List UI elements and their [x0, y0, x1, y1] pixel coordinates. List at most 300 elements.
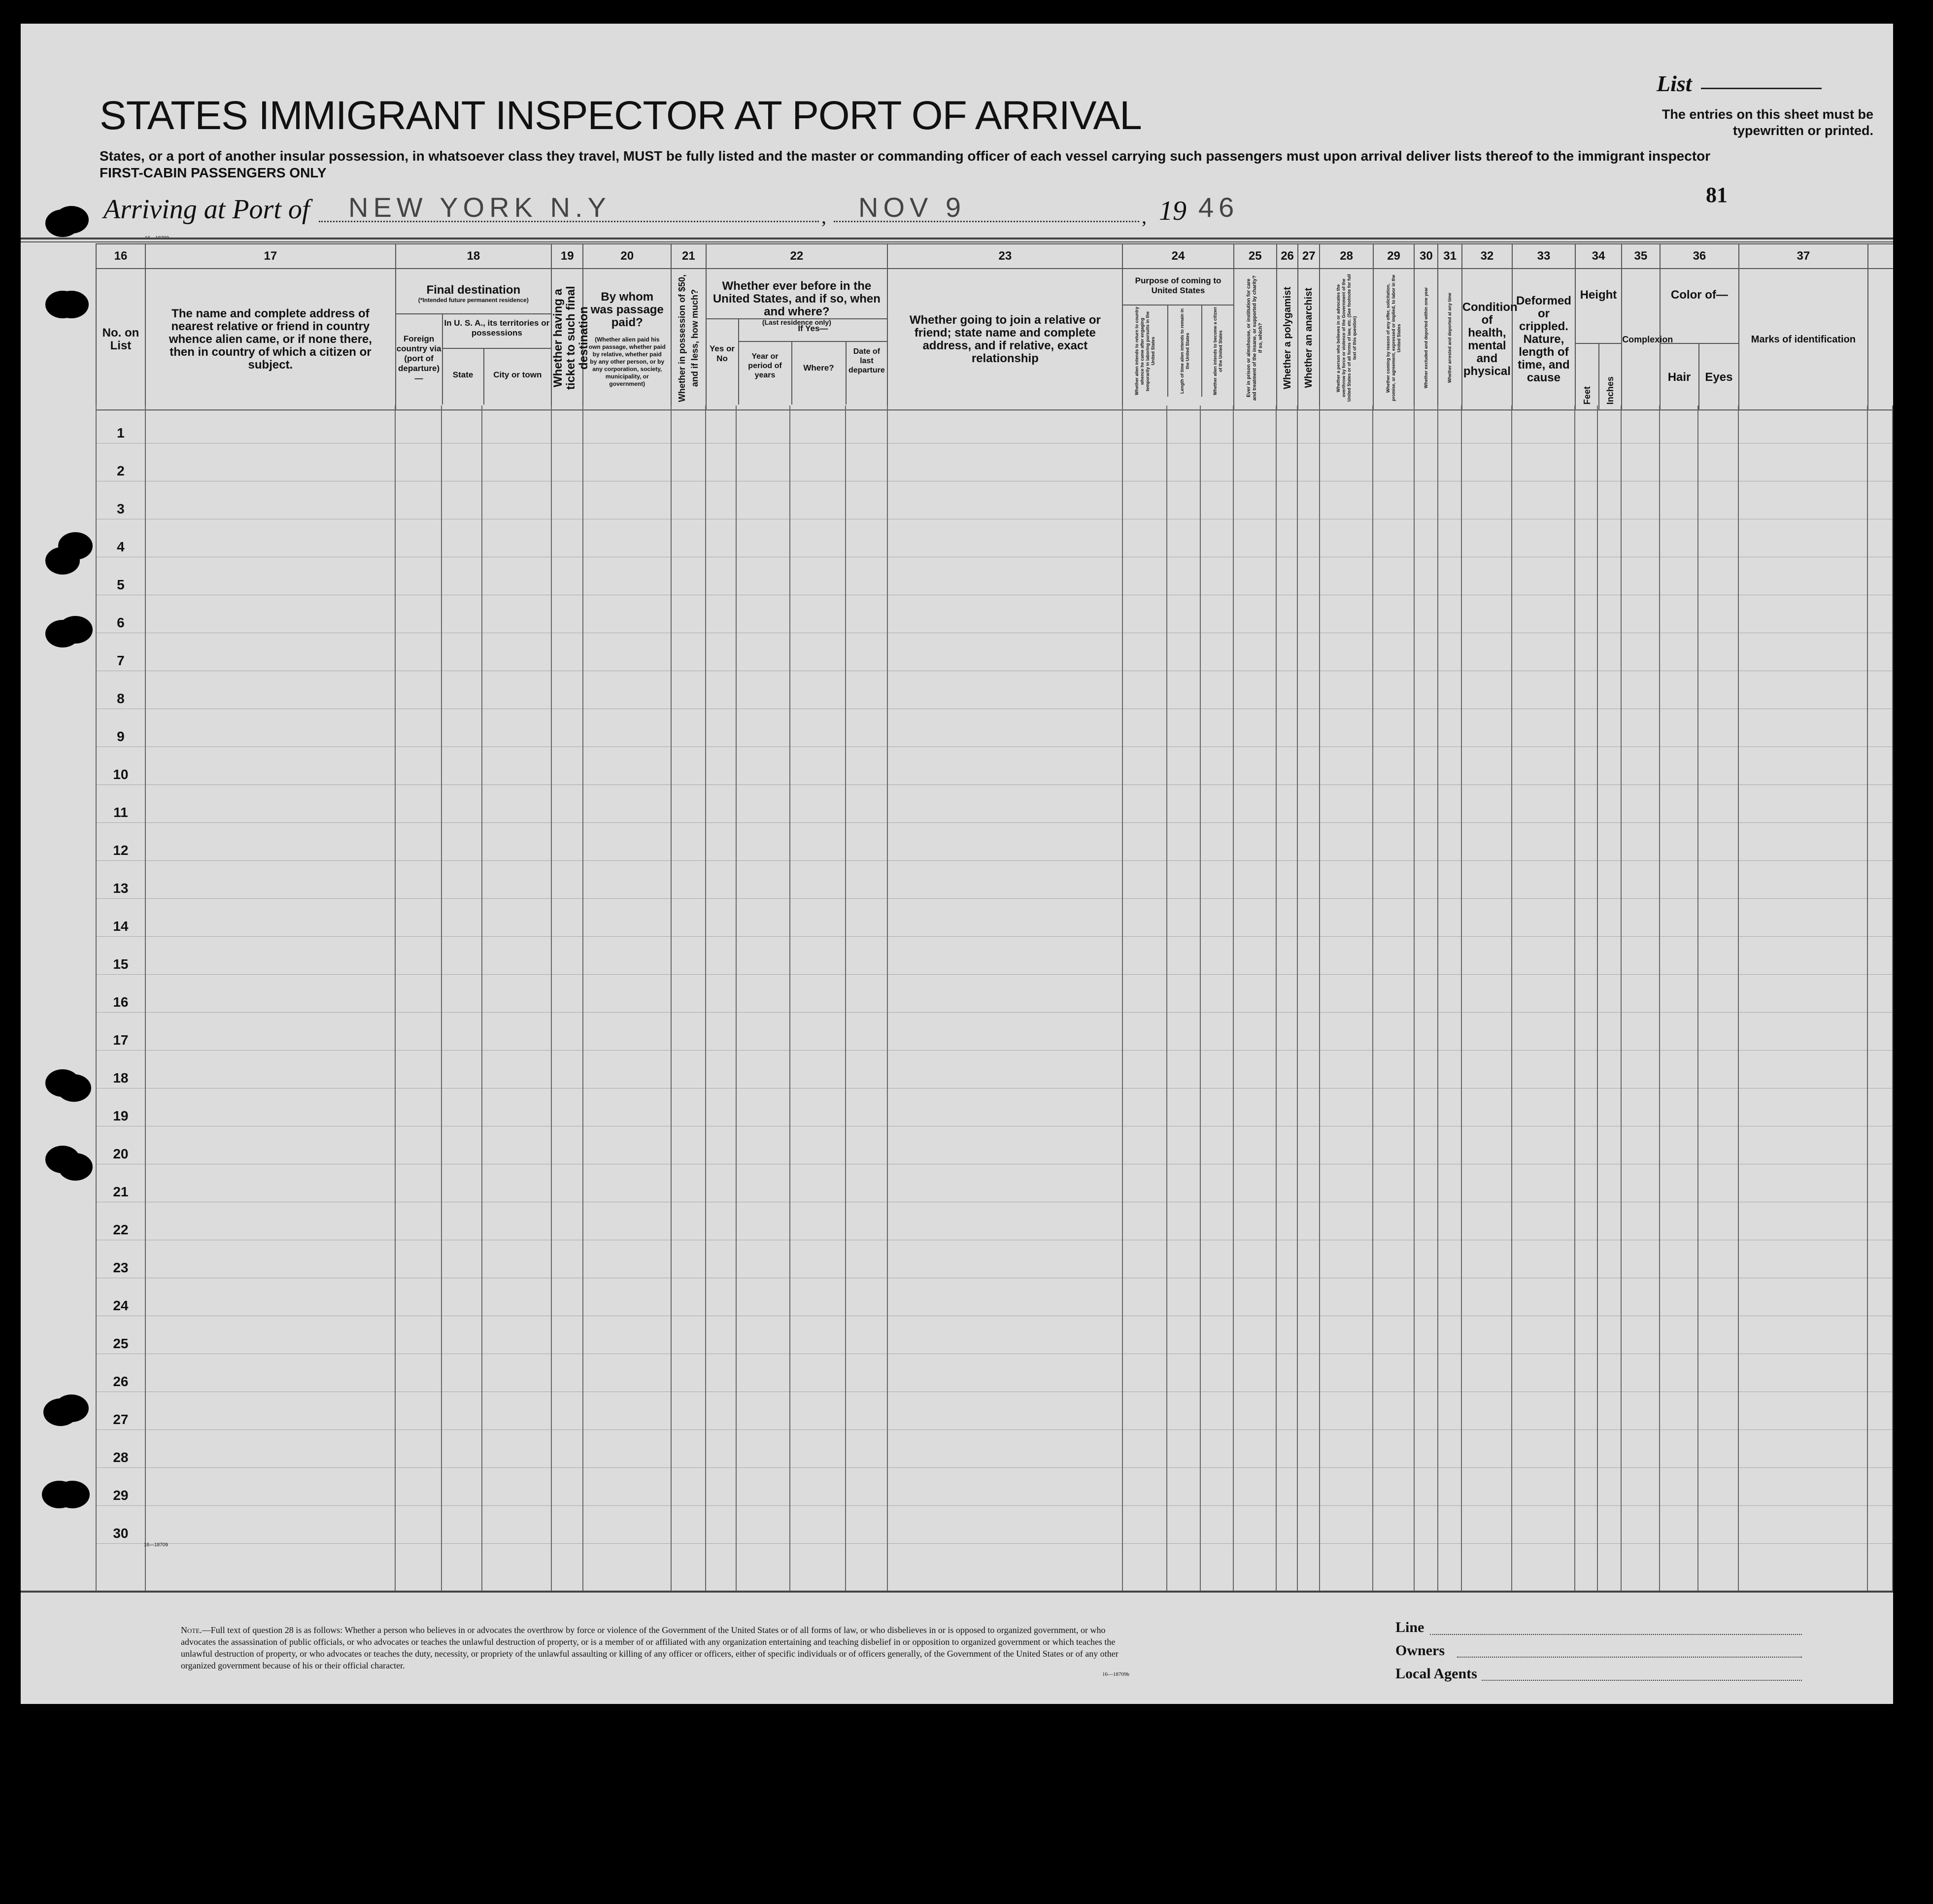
col-24-return: Whether alien intends to return to country whence he came after engaging temporarily in laboring pursuits in the United States	[1134, 306, 1156, 396]
table-cell	[1597, 1316, 1621, 1354]
table-cell	[145, 1164, 395, 1202]
punch-hole	[54, 206, 89, 234]
row-number: 10	[96, 747, 145, 785]
table-cell	[583, 899, 671, 937]
table-cell	[706, 1506, 736, 1544]
col-22-yes-no: Yes or No	[707, 318, 739, 405]
table-cell	[736, 481, 789, 519]
table-cell	[1438, 1164, 1461, 1202]
table-cell	[1597, 937, 1621, 975]
table-cell	[1461, 1354, 1512, 1392]
table-cell	[1438, 709, 1461, 747]
table-cell	[1233, 1468, 1276, 1506]
table-cell	[706, 1088, 736, 1126]
table-cell	[1738, 1088, 1867, 1126]
table-cell	[1621, 1051, 1659, 1088]
table-cell	[671, 1088, 706, 1126]
table-cell	[1597, 709, 1621, 747]
table-cell	[1461, 1126, 1512, 1164]
table-cell	[145, 785, 395, 823]
table-cell	[1414, 709, 1438, 747]
table-cell	[1320, 1392, 1373, 1430]
table-cell	[583, 1544, 671, 1592]
local-agents-label: Local Agents	[1395, 1666, 1477, 1682]
table-cell	[1320, 975, 1373, 1013]
table-cell	[1200, 899, 1233, 937]
table-cell	[1414, 1051, 1438, 1088]
table-cell	[1461, 747, 1512, 785]
table-cell	[1233, 1126, 1276, 1164]
table-cell	[1276, 1088, 1297, 1126]
table-cell	[1597, 671, 1621, 709]
table-cell	[1738, 1506, 1867, 1544]
table-cell	[706, 557, 736, 595]
table-cell	[1167, 1544, 1200, 1592]
table-cell	[790, 519, 846, 557]
table-cell	[1512, 937, 1575, 975]
table-cell	[1276, 785, 1297, 823]
table-cell	[145, 1506, 395, 1544]
table-cell	[706, 823, 736, 861]
table-cell	[1512, 1126, 1575, 1164]
table-cell	[1233, 1506, 1276, 1544]
table-cell	[551, 899, 583, 937]
table-cell	[846, 1126, 887, 1164]
table-cell	[1512, 1544, 1575, 1592]
table-cell	[1373, 1430, 1414, 1468]
table-cell	[1512, 1316, 1575, 1354]
table-cell	[1575, 481, 1597, 519]
table-cell	[551, 1544, 583, 1592]
table-cell	[1461, 1544, 1512, 1592]
table-cell	[395, 1544, 441, 1592]
table-cell	[583, 1468, 671, 1506]
table-cell	[1575, 1126, 1597, 1164]
table-row	[21, 1240, 1893, 1278]
table-cell	[671, 443, 706, 481]
table-cell	[1438, 937, 1461, 975]
table-cell	[1660, 633, 1698, 671]
row-number: 24	[96, 1278, 145, 1316]
table-cell	[1414, 1354, 1438, 1392]
table-cell	[1414, 1088, 1438, 1126]
table-row	[21, 1088, 1893, 1126]
table-cell	[671, 1544, 706, 1592]
table-cell	[482, 557, 551, 595]
table-cell	[145, 1240, 395, 1278]
table-cell	[583, 937, 671, 975]
table-cell	[1597, 481, 1621, 519]
table-cell	[736, 443, 789, 481]
col-16-header: No. on List	[96, 269, 145, 410]
table-cell	[1597, 1126, 1621, 1164]
table-cell	[1867, 557, 1893, 595]
table-cell	[1698, 1126, 1738, 1164]
table-cell	[441, 975, 482, 1013]
table-cell	[887, 1354, 1122, 1392]
table-cell	[671, 823, 706, 861]
table-cell	[1320, 633, 1373, 671]
table-cell	[551, 823, 583, 861]
table-cell	[1438, 747, 1461, 785]
table-cell	[1373, 1126, 1414, 1164]
table-cell	[1320, 1430, 1373, 1468]
table-cell	[1597, 1468, 1621, 1506]
table-cell	[1698, 785, 1738, 823]
table-row	[21, 443, 1893, 481]
table-cell	[1167, 1392, 1200, 1430]
table-cell	[1738, 595, 1867, 633]
table-cell	[1414, 899, 1438, 937]
table-cell	[1414, 1126, 1438, 1164]
table-cell	[671, 1430, 706, 1468]
table-cell	[1461, 406, 1512, 443]
table-cell	[887, 747, 1122, 785]
table-cell	[1621, 519, 1659, 557]
table-cell	[1438, 861, 1461, 899]
table-cell	[846, 671, 887, 709]
col-21-header: Whether in possession of $50, and if less, how much?	[677, 273, 700, 402]
table-cell	[21, 443, 96, 481]
col-27-number: 27	[1298, 244, 1320, 269]
table-cell	[1698, 861, 1738, 899]
table-cell	[1122, 975, 1167, 1013]
table-cell	[671, 633, 706, 671]
row-number: 22	[96, 1202, 145, 1240]
table-cell	[583, 671, 671, 709]
table-cell	[790, 595, 846, 633]
table-cell	[1122, 1468, 1167, 1506]
table-cell	[441, 1316, 482, 1354]
table-cell	[887, 1392, 1122, 1430]
col-22-note: (Last residence only)	[762, 318, 831, 326]
table-cell	[551, 861, 583, 899]
table-cell	[1373, 709, 1414, 747]
table-cell	[887, 1278, 1122, 1316]
table-cell	[21, 1544, 96, 1592]
table-cell	[482, 1430, 551, 1468]
table-cell	[1621, 1506, 1659, 1544]
table-cell	[1276, 709, 1297, 747]
table-cell	[1373, 1506, 1414, 1544]
table-cell	[1660, 1164, 1698, 1202]
table-cell	[790, 1506, 846, 1544]
col-26-number: 26	[1277, 244, 1298, 269]
table-cell	[395, 823, 441, 861]
table-cell	[1698, 937, 1738, 975]
table-cell	[1698, 1088, 1738, 1126]
table-cell	[1575, 1013, 1597, 1051]
col-25-number: 25	[1234, 244, 1277, 269]
table-cell	[1738, 747, 1867, 785]
table-cell	[551, 1392, 583, 1430]
table-cell	[1373, 937, 1414, 975]
table-cell	[21, 1278, 96, 1316]
table-cell	[1597, 633, 1621, 671]
table-cell	[1167, 785, 1200, 823]
table-cell	[1320, 1316, 1373, 1354]
table-row	[21, 1051, 1893, 1088]
table-cell	[1621, 406, 1659, 443]
table-cell	[1122, 937, 1167, 975]
table-cell	[1597, 899, 1621, 937]
table-cell	[1200, 519, 1233, 557]
table-cell	[1575, 1544, 1597, 1592]
table-cell	[1738, 861, 1867, 899]
table-cell	[1621, 1278, 1659, 1316]
table-cell	[1167, 1051, 1200, 1088]
col-31-header: Whether arrested and deported at any time	[1447, 292, 1453, 383]
table-cell	[551, 1088, 583, 1126]
table-cell	[736, 823, 789, 861]
table-cell	[671, 709, 706, 747]
table-cell	[671, 899, 706, 937]
col-19-number: 19	[551, 244, 583, 269]
table-cell	[1867, 1468, 1893, 1506]
row-number: 9	[96, 709, 145, 747]
table-cell	[395, 557, 441, 595]
table-cell	[1414, 823, 1438, 861]
table-cell	[1438, 1468, 1461, 1506]
table-cell	[1200, 1126, 1233, 1164]
table-cell	[395, 519, 441, 557]
col-17-number: 17	[145, 244, 395, 269]
table-cell	[671, 1506, 706, 1544]
col-20-header: By whom was passage paid?	[590, 290, 664, 329]
table-cell	[1373, 595, 1414, 633]
table-cell	[145, 406, 395, 443]
table-cell	[1276, 1506, 1297, 1544]
table-cell	[1200, 823, 1233, 861]
col-30-number: 30	[1414, 244, 1438, 269]
table-cell	[1297, 633, 1319, 671]
year-prefix: 19	[1159, 196, 1187, 226]
table-cell	[1200, 1544, 1233, 1592]
table-cell	[671, 1051, 706, 1088]
table-cell	[1233, 861, 1276, 899]
table-cell	[887, 1316, 1122, 1354]
table-cell	[1698, 1316, 1738, 1354]
col-18-note: (*Intended future permanent residence)	[418, 297, 529, 304]
table-cell	[846, 1506, 887, 1544]
table-cell	[1276, 899, 1297, 937]
table-cell	[790, 747, 846, 785]
table-cell	[1738, 1240, 1867, 1278]
table-cell	[1621, 481, 1659, 519]
table-cell	[145, 671, 395, 709]
table-cell	[736, 1051, 789, 1088]
table-cell	[1461, 557, 1512, 595]
row-number: 26	[96, 1354, 145, 1392]
table-cell	[551, 1126, 583, 1164]
table-cell	[1122, 557, 1167, 595]
table-cell	[583, 1088, 671, 1126]
row-number: 6	[96, 595, 145, 633]
table-cell	[1738, 1468, 1867, 1506]
table-cell	[21, 1354, 96, 1392]
table-cell	[706, 406, 736, 443]
table-cell	[1373, 671, 1414, 709]
table-cell	[1698, 671, 1738, 709]
table-cell	[1233, 785, 1276, 823]
table-cell	[1276, 1354, 1297, 1392]
table-cell	[1414, 557, 1438, 595]
table-cell	[1276, 1013, 1297, 1051]
table-cell	[736, 1506, 789, 1544]
table-cell	[790, 443, 846, 481]
table-cell	[846, 785, 887, 823]
table-cell	[1167, 1430, 1200, 1468]
column-header-table	[21, 243, 1893, 410]
table-cell	[1122, 1278, 1167, 1316]
table-cell	[96, 1544, 145, 1592]
table-cell	[1738, 709, 1867, 747]
table-cell	[1438, 975, 1461, 1013]
table-cell	[441, 481, 482, 519]
table-cell	[1461, 1088, 1512, 1126]
table-cell	[1621, 937, 1659, 975]
table-cell	[1867, 1013, 1893, 1051]
table-cell	[1320, 557, 1373, 595]
owners-signature-line	[1457, 1657, 1802, 1658]
table-cell	[1233, 443, 1276, 481]
row-number: 18	[96, 1051, 145, 1088]
table-cell	[1438, 785, 1461, 823]
row-number: 30	[96, 1506, 145, 1544]
table-cell	[846, 1013, 887, 1051]
table-cell	[1200, 406, 1233, 443]
table-cell	[1698, 557, 1738, 595]
col-18-city: City or town	[493, 370, 542, 379]
table-cell	[395, 1430, 441, 1468]
table-cell	[1297, 1013, 1319, 1051]
table-cell	[1122, 709, 1167, 747]
table-cell	[1373, 747, 1414, 785]
table-cell	[1438, 1126, 1461, 1164]
table-cell	[1276, 1126, 1297, 1164]
table-cell	[1167, 519, 1200, 557]
table-cell	[441, 861, 482, 899]
table-cell	[790, 709, 846, 747]
table-cell	[1297, 1088, 1319, 1126]
punch-hole	[58, 1153, 93, 1181]
table-cell	[1621, 1088, 1659, 1126]
table-cell	[1738, 1202, 1867, 1240]
table-cell	[1373, 1164, 1414, 1202]
table-cell	[1233, 747, 1276, 785]
table-cell	[846, 937, 887, 975]
table-cell	[1167, 481, 1200, 519]
table-cell	[1621, 671, 1659, 709]
table-cell	[706, 899, 736, 937]
table-cell	[1438, 1240, 1461, 1278]
table-row	[21, 481, 1893, 519]
table-cell	[1373, 633, 1414, 671]
table-cell	[790, 1051, 846, 1088]
table-cell	[1122, 519, 1167, 557]
table-cell	[846, 1202, 887, 1240]
table-cell	[482, 633, 551, 671]
table-cell	[706, 1430, 736, 1468]
table-cell	[1200, 557, 1233, 595]
table-cell	[395, 1392, 441, 1430]
col-22-departure: Date of last departure	[848, 347, 885, 374]
table-cell	[1276, 1164, 1297, 1202]
table-cell	[1167, 1354, 1200, 1392]
table-cell	[1122, 1126, 1167, 1164]
table-cell	[1276, 519, 1297, 557]
table-cell	[1867, 1088, 1893, 1126]
table-row	[21, 1126, 1893, 1164]
table-cell	[1122, 443, 1167, 481]
table-cell	[1867, 595, 1893, 633]
table-cell	[846, 519, 887, 557]
table-cell	[441, 1468, 482, 1506]
table-cell	[790, 861, 846, 899]
table-row	[21, 1278, 1893, 1316]
table-cell	[1575, 1240, 1597, 1278]
table-cell	[1621, 709, 1659, 747]
col-36-eyes: Eyes	[1705, 371, 1733, 384]
table-cell	[1438, 899, 1461, 937]
table-cell	[482, 1278, 551, 1316]
col-37-number: 37	[1739, 244, 1867, 269]
table-cell	[1233, 406, 1276, 443]
table-cell	[21, 899, 96, 937]
table-cell	[1738, 899, 1867, 937]
table-cell	[1512, 406, 1575, 443]
table-cell	[1461, 519, 1512, 557]
table-cell	[706, 1544, 736, 1592]
row-number: 2	[96, 443, 145, 481]
table-cell	[736, 519, 789, 557]
table-cell	[1512, 1506, 1575, 1544]
table-cell	[145, 1202, 395, 1240]
table-cell	[583, 747, 671, 785]
table-cell	[1200, 709, 1233, 747]
table-cell	[1233, 1088, 1276, 1126]
col-27-header: Whether an anarchist	[1303, 287, 1315, 388]
table-cell	[1621, 785, 1659, 823]
table-cell	[1297, 1316, 1319, 1354]
row-number: 17	[96, 1013, 145, 1051]
table-cell	[790, 1544, 846, 1592]
table-row	[21, 975, 1893, 1013]
table-cell	[551, 443, 583, 481]
table-cell	[482, 823, 551, 861]
table-cell	[1575, 1316, 1597, 1354]
table-cell	[441, 785, 482, 823]
footnote-code: 16—18709b	[1102, 1671, 1129, 1677]
table-cell	[441, 937, 482, 975]
table-cell	[1597, 1164, 1621, 1202]
table-cell	[1167, 937, 1200, 975]
table-cell	[1698, 1240, 1738, 1278]
table-cell	[1597, 861, 1621, 899]
table-cell	[790, 1316, 846, 1354]
table-cell	[887, 937, 1122, 975]
table-cell	[1512, 785, 1575, 823]
table-cell	[671, 785, 706, 823]
row-number: 27	[96, 1392, 145, 1430]
table-cell	[736, 975, 789, 1013]
table-cell	[551, 1354, 583, 1392]
table-cell	[441, 1088, 482, 1126]
table-cell	[145, 1544, 395, 1592]
table-cell	[736, 899, 789, 937]
year-handwritten: 46	[1198, 192, 1239, 223]
table-cell	[671, 595, 706, 633]
